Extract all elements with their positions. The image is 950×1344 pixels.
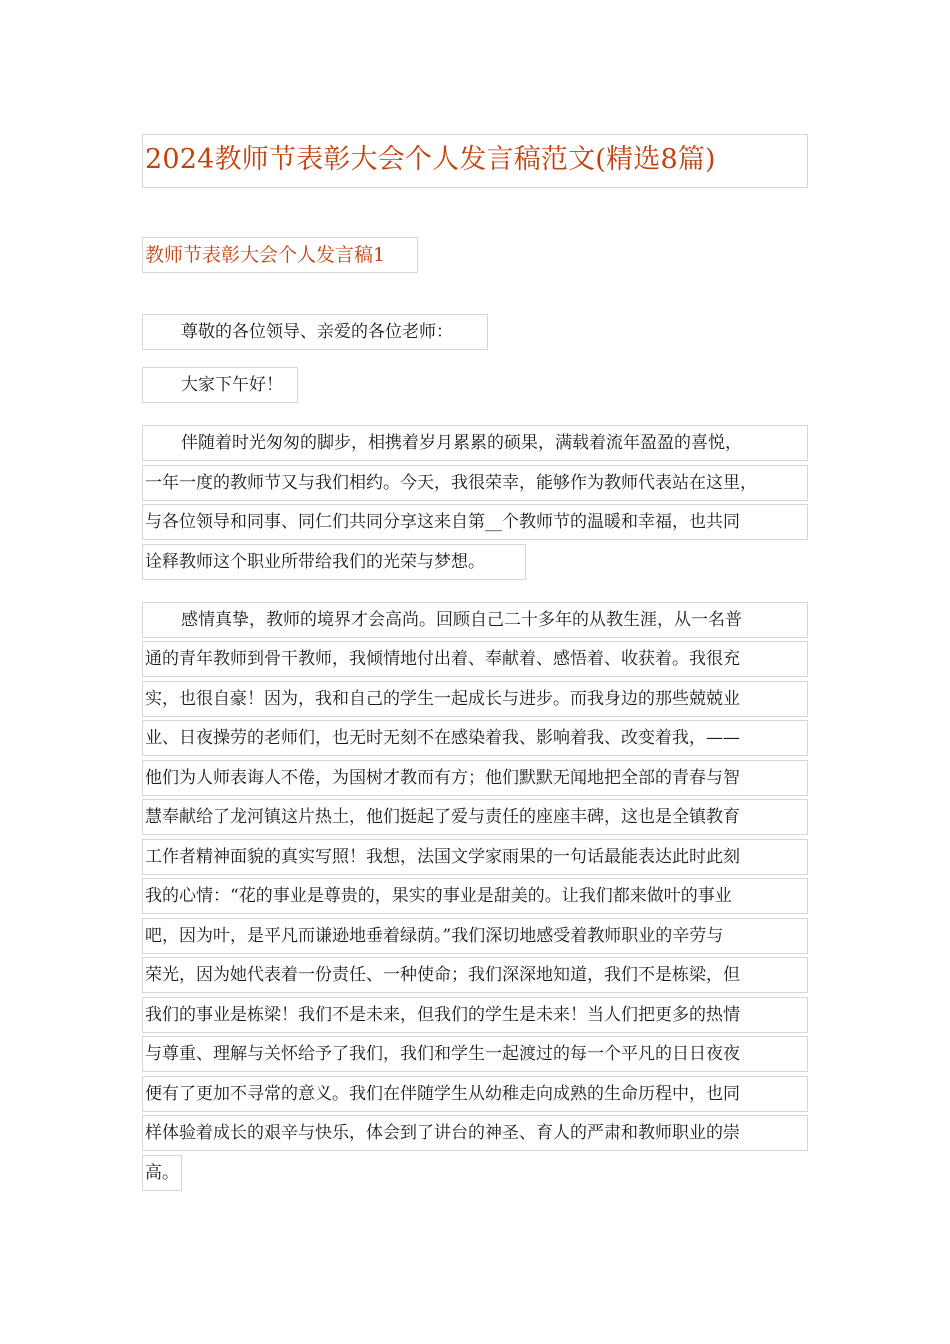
paragraph-2-line: 便有了更加不寻常的意义。我们在伴随学生从幼稚走向成熟的生命历程中，也同 — [142, 1076, 808, 1112]
paragraph-2-line: 他们为人师表诲人不倦，为国树才教而有方；他们默默无闻地把全部的青春与智 — [142, 760, 808, 796]
paragraph-1-line: 一年一度的教师节又与我们相约。今天，我很荣幸，能够作为教师代表站在这里， — [142, 465, 808, 501]
paragraph-2-line: 工作者精神面貌的真实写照！我想，法国文学家雨果的一句话最能表达此时此刻 — [142, 839, 808, 875]
salutation: 尊敬的各位领导、亲爱的各位老师： — [142, 314, 488, 350]
greeting: 大家下午好！ — [142, 367, 298, 403]
paragraph-2-line: 我们的事业是栋梁！我们不是未来，但我们的学生是未来！当人们把更多的热情 — [142, 997, 808, 1033]
paragraph-1-line: 伴随着时光匆匆的脚步，相携着岁月累累的硕果，满载着流年盈盈的喜悦， — [142, 425, 808, 461]
paragraph-2-line: 通的青年教师到骨干教师，我倾情地付出着、奉献着、感悟着、收获着。我很充 — [142, 641, 808, 677]
paragraph-2-line: 荣光，因为她代表着一份责任、一种使命；我们深深地知道，我们不是栋梁，但 — [142, 957, 808, 993]
paragraph-2-line: 感情真挚，教师的境界才会高尚。回顾自己二十多年的从教生涯，从一名普 — [142, 602, 808, 638]
section-heading: 教师节表彰大会个人发言稿1 — [142, 237, 418, 273]
paragraph-2-line: 样体验着成长的艰辛与快乐，体会到了讲台的神圣、育人的严肃和教师职业的崇 — [142, 1115, 808, 1151]
paragraph-2-line: 慧奉献给了龙河镇这片热土，他们挺起了爱与责任的座座丰碑，这也是全镇教育 — [142, 799, 808, 835]
document-title: 2024教师节表彰大会个人发言稿范文(精选8篇) — [142, 134, 808, 188]
paragraph-2-line: 吧，因为叶，是平凡而谦逊地垂着绿荫。”我们深切地感受着教师职业的辛劳与 — [142, 918, 808, 954]
paragraph-1-line: 诠释教师这个职业所带给我们的光荣与梦想。 — [142, 544, 526, 580]
paragraph-2-line: 业、日夜操劳的老师们，也无时无刻不在感染着我、影响着我、改变着我，—— — [142, 720, 808, 756]
paragraph-2-line: 实，也很自豪！因为，我和自己的学生一起成长与进步。而我身边的那些兢兢业 — [142, 681, 808, 717]
paragraph-2-line: 与尊重、理解与关怀给予了我们，我们和学生一起渡过的每一个平凡的日日夜夜 — [142, 1036, 808, 1072]
paragraph-2-line: 我的心情：“花的事业是尊贵的，果实的事业是甜美的。让我们都来做叶的事业 — [142, 878, 808, 914]
paragraph-1-line: 与各位领导和同事、同仁们共同分享这来自第__个教师节的温暖和幸福，也共同 — [142, 504, 808, 540]
paragraph-2-line: 高。 — [142, 1155, 182, 1191]
